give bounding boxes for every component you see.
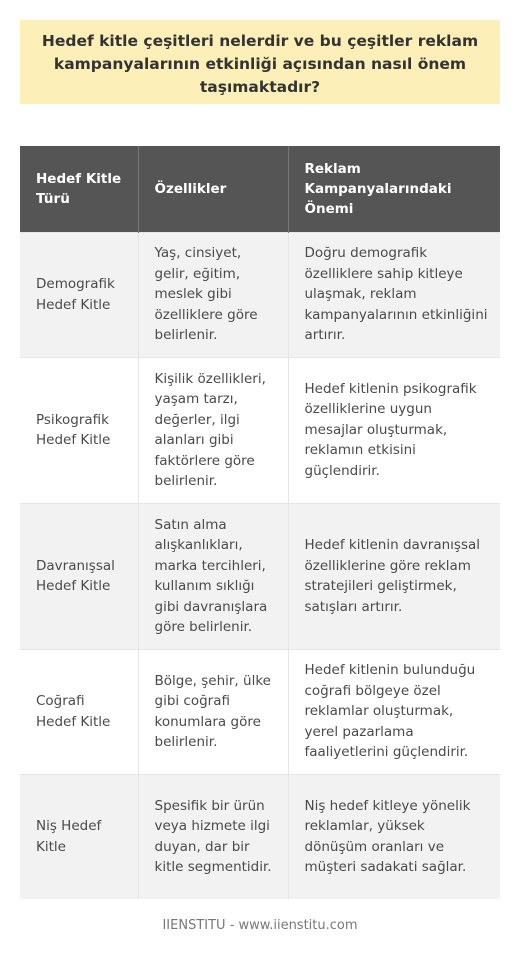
cell-importance: Hedef kitlenin bulunduğu coğrafi bölgeye özel reklamlar oluşturmak, yerel pazarlama faaliyetlerini güçlendirir. <box>288 649 500 774</box>
page-title: Hedef kitle çeşitleri nelerdir ve bu çeşitler reklam kampanyalarının etkinliği açısından nasıl önem taşımaktadır? <box>41 32 479 96</box>
column-header-type: Hedef Kitle Türü <box>20 146 138 232</box>
cell-features: Kişilik özellikleri, yaşam tarzı, değerler, ilgi alanları gibi faktörlere göre belirlenir. <box>138 357 288 503</box>
footer-credit: IIENSTITU - www.iienstitu.com <box>162 918 358 933</box>
cell-type: Psikografik Hedef Kitle <box>20 357 138 503</box>
cell-type: Davranışsal Hedef Kitle <box>20 503 138 649</box>
cell-importance: Hedef kitlenin psikografik özelliklerine uygun mesajlar oluşturmak, reklamın etkisini güçlendirir. <box>288 357 500 503</box>
cell-type: Niş Hedef Kitle <box>20 774 138 899</box>
cell-importance: Doğru demografik özelliklere sahip kitleye ulaşmak, reklam kampanyalarının etkinliğini artırır. <box>288 232 500 357</box>
table-header-row <box>20 146 500 232</box>
column-header-features: Özellikler <box>138 146 288 232</box>
cell-importance: Hedef kitlenin davranışsal özelliklerine göre reklam stratejileri geliştirmek, satışları artırır. <box>288 503 500 649</box>
cell-type: Coğrafi Hedef Kitle <box>20 649 138 774</box>
cell-features: Spesifik bir ürün veya hizmete ilgi duyan, dar bir kitle segmentidir. <box>138 774 288 899</box>
cell-importance: Niş hedef kitleye yönelik reklamlar, yüksek dönüşüm oranları ve müşteri sadakati sağlar. <box>288 774 500 899</box>
cell-features: Yaş, cinsiyet, gelir, eğitim, meslek gibi özelliklere göre belirlenir. <box>138 232 288 357</box>
table-row <box>20 774 500 899</box>
audience-table <box>20 146 500 899</box>
cell-type: Demografik Hedef Kitle <box>20 232 138 357</box>
table-row <box>20 649 500 774</box>
title-banner <box>20 20 500 104</box>
table-row <box>20 232 500 357</box>
cell-features: Bölge, şehir, ülke gibi coğrafi konumlara göre belirlenir. <box>138 649 288 774</box>
cell-features: Satın alma alışkanlıkları, marka tercihleri, kullanım sıklığı gibi davranışlara göre belirlenir. <box>138 503 288 649</box>
table-row <box>20 503 500 649</box>
table-row <box>20 357 500 503</box>
column-header-importance: Reklam Kampanyalarındaki Önemi <box>288 146 500 232</box>
